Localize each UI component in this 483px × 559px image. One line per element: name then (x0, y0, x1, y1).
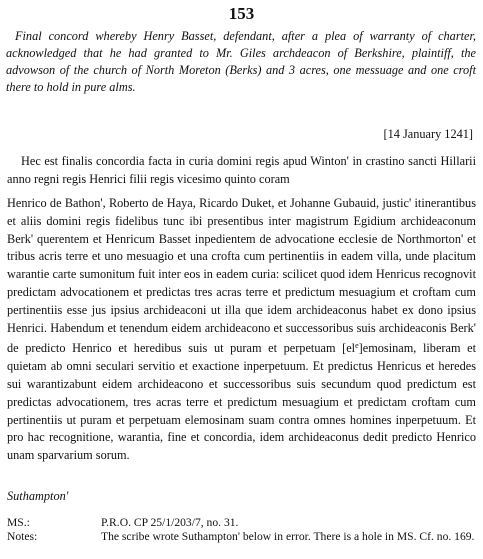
superscript-letter: e (355, 341, 359, 351)
latin-text-part-2: ]emosinam, liberam et quietam ab omni seculari servitio et exactione inperpetuum. Et predictus Henricus et heredes sui warantizabunt eidem archideacono et successoribus suis secundum quod predictum est predictas advocationem, tres acras terre et predictum mesuagium et predictam croftam cum pertinentiis ut puram et perpetuam elemosinam suam contra omnes homines inperpetuum. Et pro hac recognitione, warantia, fine et concordia, idem archideaconus dedit predicto Henrico unam sparvarium sorum. (7, 341, 476, 463)
latin-text-part-1: Henrico de Bathon', Roberto de Haya, Ricardo Duket, et Johanne Gubauid, justic' itinerantibus et aliis domini regis fidelibus tunc ibi presentibus inter magistrum Egidium archideaconum Berk' querentem et Henricum Basset inpedientem de advocatione ecclesie de Northmorton' et tribus acris terre et uno mesuagio et una crofta cum pertinentiis in eadem villa, unde placitum warantie carte sumonitum fuit inter eos in eadem curia: scilicet quod idem Henricus recognovit predictam advocationem et predictas tres acras terre et predictum mesuagium et croftam cum pertinentiis esse jus ipsius archideaconi ut illa que idem archideaconus habet ex dono ipsius Henrici. Habendum et tenendum eidem archideacono et successoribus suis archideaconis Berk' de predicto Henrico et heredibus suis ut puram et perpetuam [el (7, 196, 476, 356)
document-date: [14 January 1241] (383, 127, 473, 141)
document-summary: Final concord whereby Henry Basset, defendant, after a plea of warranty of charter, acknowledged that he had granted to Mr. Giles archdeacon of Berkshire, plaintiff, the advowson of the church of North Moreton (Berks) and 3 acres, one messuage and one croft there to hold in pure alms. (6, 29, 476, 94)
latin-text-paragraph-2 (7, 195, 476, 465)
notes-text: The scribe wrote Suthampton' below in error. There is a hole in MS. Cf. no. 169. (101, 530, 475, 543)
notes-label: Notes: (7, 530, 38, 543)
ms-label: MS.: (7, 516, 30, 529)
ms-text: P.R.O. CP 25/1/203/7, no. 31. (101, 516, 239, 529)
place-name: Suthampton' (7, 489, 69, 503)
document-number: 153 (228, 4, 255, 23)
latin-text-paragraph-1: Hec est finalis concordia facta in curia domini regis apud Winton' in crastino sancti Hillarii anno regni regis Henrici filii regis vicesimo quinto coram (7, 154, 476, 186)
